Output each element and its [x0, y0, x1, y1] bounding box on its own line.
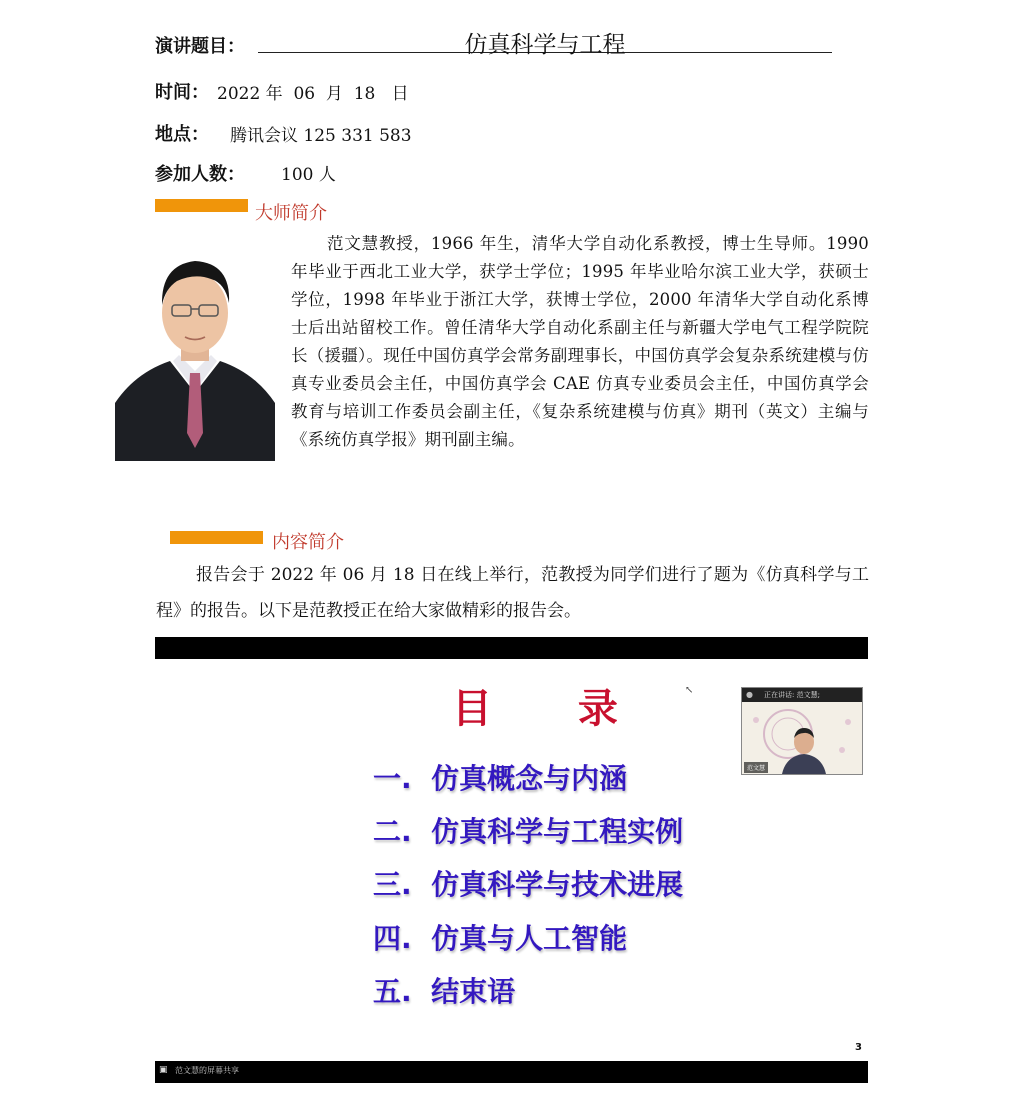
content-section-bar [170, 531, 263, 544]
content-section-title: 内容简介 [272, 532, 344, 553]
place-value: 腾讯会议 125 331 583 [230, 126, 412, 146]
toc-item: 一. 仿真概念与内涵 [373, 762, 628, 795]
time-value: 2022 年 06 月 18 日 [217, 84, 409, 104]
toc-item: 二. 仿真科学与工程实例 [373, 815, 684, 848]
content-text: 报告会于 2022 年 06 月 18 日在线上举行，范教授为同学们进行了题为《仿真科学与工程》的报告。以下是范教授正在给大家做精彩的报告会。 [156, 565, 869, 621]
bio-section-bar [155, 199, 248, 212]
slide-page-number: 3 [855, 1042, 862, 1053]
speaker-portrait [115, 243, 275, 461]
webcam-thumbnail [741, 687, 863, 775]
cursor-icon: ↖ [685, 685, 694, 696]
webcam-name-tag: 范文慧 [744, 762, 768, 773]
bio-section-title: 大师简介 [255, 203, 327, 224]
topic-value: 仿真科学与工程 [464, 32, 626, 58]
screenshot-top-bar [155, 637, 868, 659]
time-label: 时间： [155, 82, 209, 103]
attendee-count-label: 参加人数： [155, 164, 245, 185]
toc-item: 三. 仿真科学与技术进展 [373, 868, 684, 901]
toc-item: 五. 结束语 [373, 975, 516, 1008]
screen-share-icon: ▣ [159, 1065, 168, 1075]
attendee-count-value: 100 人 [281, 165, 336, 185]
portrait-image [115, 243, 275, 461]
meeting-screenshot [155, 637, 868, 1083]
toc-item: 四. 仿真与人工智能 [373, 922, 628, 955]
bio-text: 范文慧教授，1966 年生，清华大学自动化系教授，博士生导师。1990 年毕业于西北工业大学，获学士学位；1995 年毕业哈尔滨工业大学，获硕士学位，1998 年毕业于浙江大学，获博士学位，2000 年清华大学自动化系博士后出站留校工作。曾任清华大学自动化系副主任与新疆大学电气工程学院院长（援疆）。现任中国仿真学会常务副理事长，中国仿真学会复杂系统建模与仿真专业委员会主任，中国仿真学会 CAE 仿真专业委员会主任，中国仿真学会教育与培训工作委员会副主任，《复杂系统建模与仿真》期刊（英文）主编与《系统仿真学报》期刊副主编。 [291, 234, 869, 449]
screen-share-text: 范文慧的屏幕共享 [175, 1066, 239, 1075]
screenshot-bottom-bar [155, 1061, 868, 1083]
webcam-header [742, 688, 862, 702]
topic-label: 演讲题目： [155, 36, 245, 57]
microphone-icon: ● [746, 690, 753, 699]
webcam-speaking-text: 正在讲话: 范文慧; [764, 691, 820, 699]
place-label: 地点： [155, 124, 209, 145]
slide-title: 目 录 [452, 686, 654, 732]
